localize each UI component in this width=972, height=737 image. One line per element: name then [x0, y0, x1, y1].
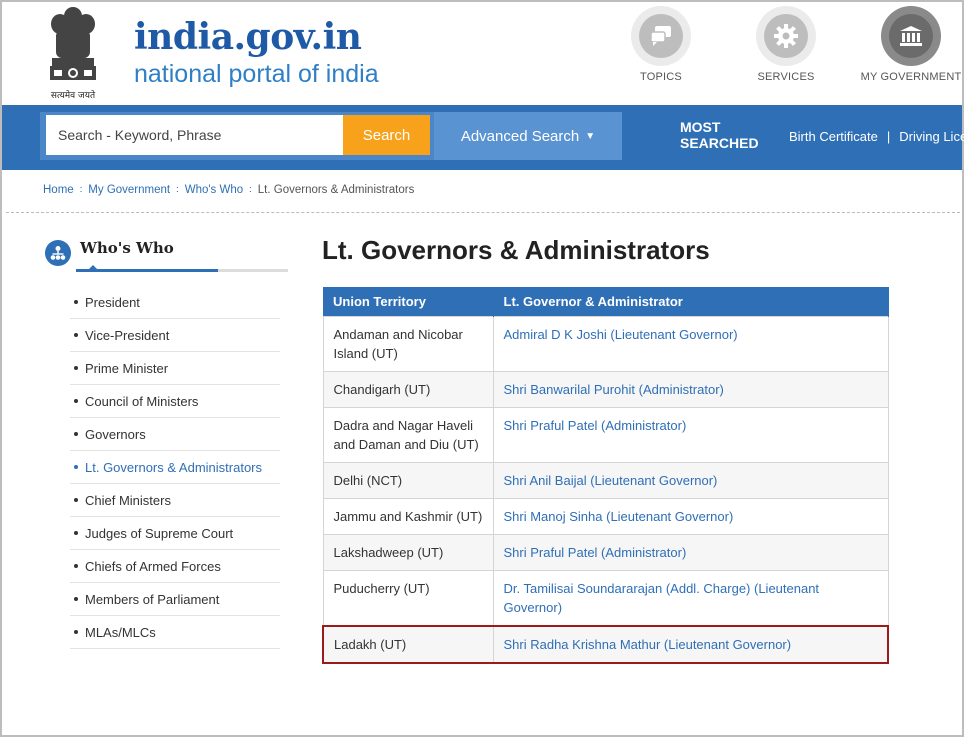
advanced-search-label: Advanced Search — [460, 127, 580, 145]
bullet-icon — [74, 498, 78, 502]
table-row — [323, 570, 888, 626]
most-searched-line2: SEARCHED — [680, 135, 759, 151]
chat-bubbles-icon — [649, 25, 673, 47]
bullet-icon — [74, 300, 78, 304]
page-title: Lt. Governors & Administrators — [322, 235, 710, 265]
sidebar-item-mlas-mlcs[interactable] — [70, 616, 280, 649]
union-territory-cell: Puducherry (UT) — [323, 570, 493, 626]
bullet-icon — [74, 630, 78, 634]
column-header-union-territory: Union Territory — [323, 287, 493, 316]
breadcrumb-separator-icon: ∶ — [249, 185, 252, 196]
sidebar-item-members-of-parliament[interactable] — [70, 583, 280, 616]
sidebar-item-governors[interactable] — [70, 418, 280, 451]
governor-link[interactable]: Shri Radha Krishna Mathur (Lieutenant Governor) — [493, 626, 888, 663]
table-header-row — [323, 287, 888, 316]
breadcrumb-home[interactable]: Home — [43, 184, 74, 196]
sidebar-item-label: President — [85, 294, 140, 310]
government-building-icon — [899, 25, 923, 47]
national-emblem-logo[interactable] — [42, 4, 104, 100]
sidebar-item-chief-ministers[interactable] — [70, 484, 280, 517]
column-header-governor: Lt. Governor & Administrator — [493, 287, 888, 316]
sidebar-item-president[interactable] — [70, 286, 280, 319]
union-territory-cell: Chandigarh (UT) — [323, 371, 493, 407]
breadcrumb — [43, 184, 414, 196]
breadcrumb-current: Lt. Governors & Administrators — [257, 184, 415, 196]
sidebar-menu — [70, 286, 280, 649]
most-searched-links: Birth Certificate | Driving Licer — [789, 129, 972, 144]
governor-link[interactable]: Dr. Tamilisai Soundararajan (Addl. Charge) (Lieutenant Governor) — [493, 570, 888, 626]
topnav-my-government[interactable] — [856, 6, 966, 83]
sidebar-item-label: Vice-President — [85, 327, 170, 343]
quick-link-birth-certificate[interactable]: Birth Certificate — [789, 129, 878, 144]
bullet-icon — [74, 564, 78, 568]
site-title[interactable]: india.gov.in — [134, 16, 362, 58]
governor-link[interactable]: Shri Praful Patel (Administrator) — [493, 534, 888, 570]
divider — [6, 212, 960, 213]
bullet-icon — [74, 597, 78, 601]
sidebar-item-label: Prime Minister — [85, 360, 169, 376]
sidebar-item-lt-governors[interactable] — [70, 451, 280, 484]
governor-link[interactable]: Admiral D K Joshi (Lieutenant Governor) — [493, 316, 888, 371]
bullet-icon — [74, 399, 78, 403]
table-row — [323, 498, 888, 534]
sidebar-item-label: Governors — [85, 426, 146, 442]
table-row — [323, 371, 888, 407]
sidebar-item-label: Chiefs of Armed Forces — [85, 558, 221, 574]
governor-link[interactable]: Shri Banwarilal Purohit (Administrator) — [493, 371, 888, 407]
caret-down-icon: ▼ — [585, 130, 596, 142]
union-territory-cell: Ladakh (UT) — [323, 626, 493, 663]
bullet-icon — [74, 366, 78, 370]
topnav-topics-label: TOPICS — [640, 71, 682, 83]
sidebar-item-chiefs-armed-forces[interactable] — [70, 550, 280, 583]
union-territory-cell: Andaman and Nicobar Island (UT) — [323, 316, 493, 371]
breadcrumb-my-government[interactable]: My Government — [88, 184, 171, 196]
sidebar-heading: Who's Who — [80, 239, 174, 257]
table-row — [323, 462, 888, 498]
topnav-services[interactable] — [731, 6, 841, 83]
topnav-services-label: SERVICES — [757, 71, 815, 83]
site-header — [2, 2, 962, 105]
governor-link[interactable]: Shri Anil Baijal (Lieutenant Governor) — [493, 462, 888, 498]
table-row — [323, 407, 888, 462]
sidebar-item-label: Judges of Supreme Court — [85, 525, 234, 541]
table-row — [323, 534, 888, 570]
site-subtitle: national portal of india — [134, 60, 379, 88]
bullet-icon — [74, 465, 78, 469]
breadcrumb-separator-icon: ∶ — [176, 185, 179, 196]
breadcrumb-separator-icon: ∶ — [79, 185, 83, 196]
table-row-highlighted — [323, 626, 888, 663]
sidebar-item-prime-minister[interactable] — [70, 352, 280, 385]
sidebar-item-label: Council of Ministers — [85, 393, 199, 409]
sidebar-item-label: MLAs/MLCs — [85, 624, 156, 640]
search-button[interactable]: Search — [343, 115, 430, 155]
union-territory-cell: Lakshadweep (UT) — [323, 534, 493, 570]
breadcrumb-whos-who[interactable]: Who's Who — [184, 184, 244, 196]
lt-governors-table — [322, 287, 889, 664]
emblem-motto: सत्यमेव जयते — [50, 91, 96, 101]
sidebar-item-judges-supreme-court[interactable] — [70, 517, 280, 550]
union-territory-cell: Delhi (NCT) — [323, 462, 493, 498]
most-searched-label — [680, 119, 759, 151]
bullet-icon — [74, 531, 78, 535]
union-territory-cell: Dadra and Nagar Haveli and Daman and Diu (UT) — [323, 407, 493, 462]
advanced-search-button[interactable] — [434, 112, 622, 160]
bullet-icon — [74, 333, 78, 337]
org-chart-icon — [45, 240, 71, 266]
topnav-topics[interactable] — [606, 6, 716, 83]
union-territory-cell: Jammu and Kashmir (UT) — [323, 498, 493, 534]
sidebar-item-label: Members of Parliament — [85, 591, 220, 607]
governor-link[interactable]: Shri Praful Patel (Administrator) — [493, 407, 888, 462]
bullet-icon — [74, 432, 78, 436]
quick-link-driving-licence[interactable]: Driving Licer — [899, 129, 972, 144]
search-input[interactable] — [46, 115, 344, 155]
sidebar-heading-notch — [88, 265, 98, 270]
table-row — [323, 316, 888, 371]
most-searched-line1: MOST — [680, 119, 721, 135]
sidebar-item-label: Lt. Governors & Administrators — [85, 459, 263, 475]
governor-link[interactable]: Shri Manoj Sinha (Lieutenant Governor) — [493, 498, 888, 534]
topnav-my-government-label: MY GOVERNMENT — [860, 71, 962, 83]
gear-icon — [773, 23, 799, 49]
sidebar-item-label: Chief Ministers — [85, 492, 171, 508]
sidebar-item-council-of-ministers[interactable] — [70, 385, 280, 418]
sidebar-item-vice-president[interactable] — [70, 319, 280, 352]
lion-capital-icon — [42, 4, 104, 88]
